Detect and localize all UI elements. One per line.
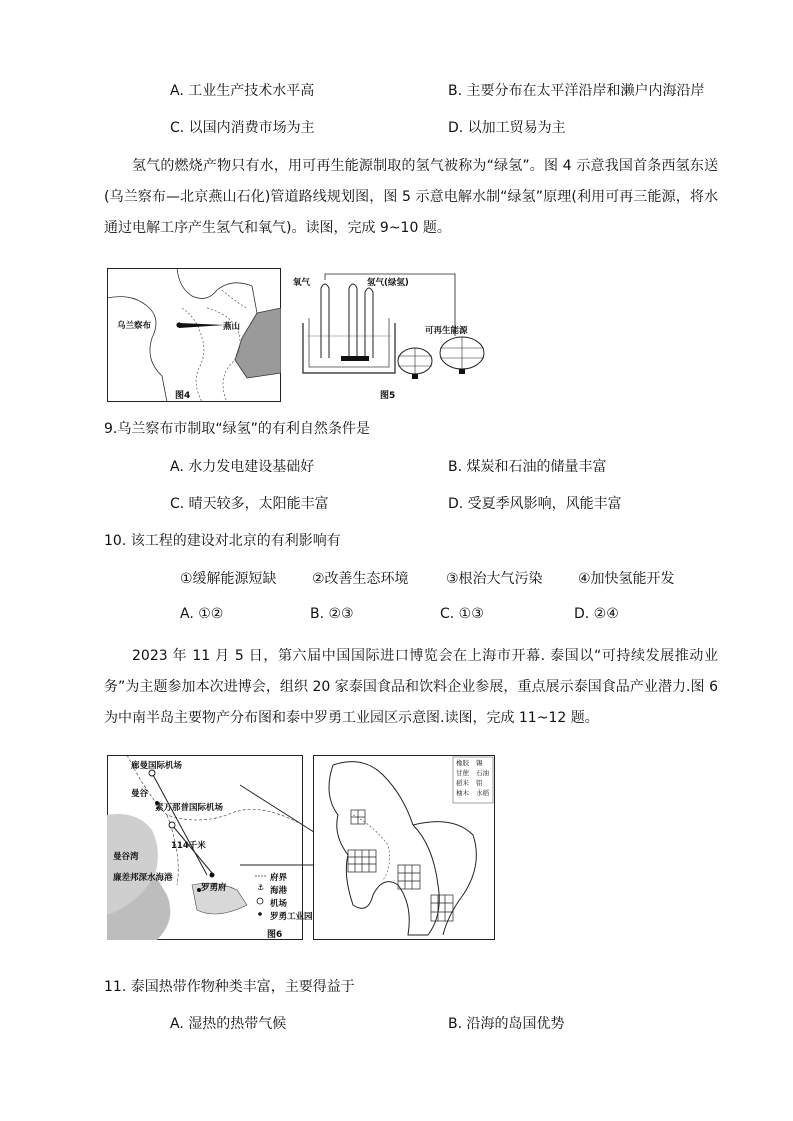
label-distance: 114千米 bbox=[171, 841, 206, 851]
q10-item-3: ③根治大气污染 bbox=[446, 571, 543, 587]
q9-option-a: A. 水力发电建设基础好 bbox=[170, 459, 315, 475]
legend-paddy: 水稻 bbox=[476, 789, 489, 797]
legend-rice: 稻米 bbox=[456, 779, 469, 787]
q10-item-1: ①缓解能源短缺 bbox=[180, 571, 277, 587]
label-renewable-energy: 可再生能源 bbox=[425, 326, 468, 336]
q9-option-d: D. 受夏季风影响，风能丰富 bbox=[448, 496, 622, 512]
figure-6-indochina-map bbox=[313, 755, 495, 940]
q11-stem: 11. 泰国热带作物种类丰富，主要得益于 bbox=[104, 979, 355, 995]
q9-option-b: B. 煤炭和石油的储量丰富 bbox=[448, 459, 607, 475]
label-oxygen: 氧气 bbox=[293, 278, 311, 288]
legend-boundary: 府界 bbox=[270, 873, 288, 883]
figure-6-caption: 图6 bbox=[267, 930, 283, 940]
legend-rubber: 橡胶 bbox=[456, 759, 469, 767]
map-label-ulanqab: 乌兰察布 bbox=[117, 321, 152, 331]
q8-option-d: D. 以加工贸易为主 bbox=[448, 120, 566, 136]
legend-tin: 锡 bbox=[476, 759, 483, 767]
legend-oil: 石油 bbox=[476, 769, 489, 777]
q10-option-d: D. ②④ bbox=[574, 606, 619, 622]
legend-aluminum: 铝 bbox=[476, 779, 483, 787]
q11-option-b: B. 沿海的岛国优势 bbox=[448, 1016, 565, 1032]
svg-text:⚓: ⚓ bbox=[257, 883, 265, 892]
legend-airport: 机场 bbox=[270, 899, 288, 909]
q9-option-c: C. 晴天较多，太阳能丰富 bbox=[170, 496, 329, 512]
q8-option-a: A. 工业生产技术水平高 bbox=[170, 83, 315, 99]
legend-port: 海港 bbox=[270, 886, 288, 896]
legend-sugarcane: 甘蔗 bbox=[456, 769, 469, 777]
q8-option-c: C. 以国内消费市场为主 bbox=[170, 120, 315, 136]
figure-5-caption: 图5 bbox=[380, 391, 396, 401]
q11-option-a: A. 湿热的热带气候 bbox=[170, 1016, 287, 1032]
figure-4-map bbox=[107, 268, 281, 402]
figure-5-diagram bbox=[285, 268, 495, 402]
intro-paragraph-hydrogen: 氢气的燃烧产物只有水，用可再生能源制取的氢气被称为“绿氢”。图 4 示意我国首条西氢东送(乌兰察布—北京燕山石化)管道路线规划图，图 5 示意电解水制“绿氢”原理(利用可再三能源，将水通过电解工序产生氢气和氧气)。读图，完成 9~10 题。 bbox=[104, 158, 718, 236]
q10-item-2: ②改善生态环境 bbox=[312, 571, 409, 587]
q10-item-4: ④加快氢能开发 bbox=[578, 571, 675, 587]
figure-4-caption: 图4 bbox=[175, 391, 191, 401]
label-suvarnabhumi-airport: 素万那普国际机场 bbox=[155, 803, 224, 813]
label-rayong: 罗勇府 bbox=[201, 883, 227, 893]
intro-paragraph-thailand: 2023 年 11 月 5 日，第六届中国国际进口博览会在上海市开幕. 泰国以“可持续发展推动业务”为主题参加本次进博会，组织 20 家泰国食品和饮料企业参展，重点展示泰国食品产业潜力.图 6 为中南半岛主要物产分布图和泰中罗勇工业园区示意图.读图，完成 11~12 题。 bbox=[104, 648, 718, 726]
q10-option-a: A. ①② bbox=[180, 606, 224, 622]
label-don-mueang-airport: 廊曼国际机场 bbox=[131, 761, 183, 771]
map-label-yanshan: 燕山 bbox=[223, 322, 241, 332]
legend-industrial-park: 罗勇工业园 bbox=[270, 912, 313, 922]
legend-teak: 柚木 bbox=[456, 789, 469, 797]
q10-option-c: C. ①③ bbox=[440, 606, 484, 622]
q8-option-b: B. 主要分布在太平洋沿岸和濑户内海沿岸 bbox=[448, 83, 705, 99]
q10-stem: 10. 该工程的建设对北京的有利影响有 bbox=[104, 533, 341, 549]
q9-stem: 9.乌兰察布市制取“绿氢”的有利自然条件是 bbox=[104, 421, 370, 437]
q10-option-b: B. ②③ bbox=[310, 606, 354, 622]
label-gulf-bangkok: 曼谷湾 bbox=[113, 852, 139, 862]
label-bangkok: 曼谷 bbox=[131, 789, 149, 799]
label-hydrogen: 氢气(绿氢) bbox=[367, 278, 409, 288]
city-dot-icon bbox=[176, 322, 181, 327]
label-laem-chabang-port: 廉差邦深水海港 bbox=[113, 873, 173, 883]
